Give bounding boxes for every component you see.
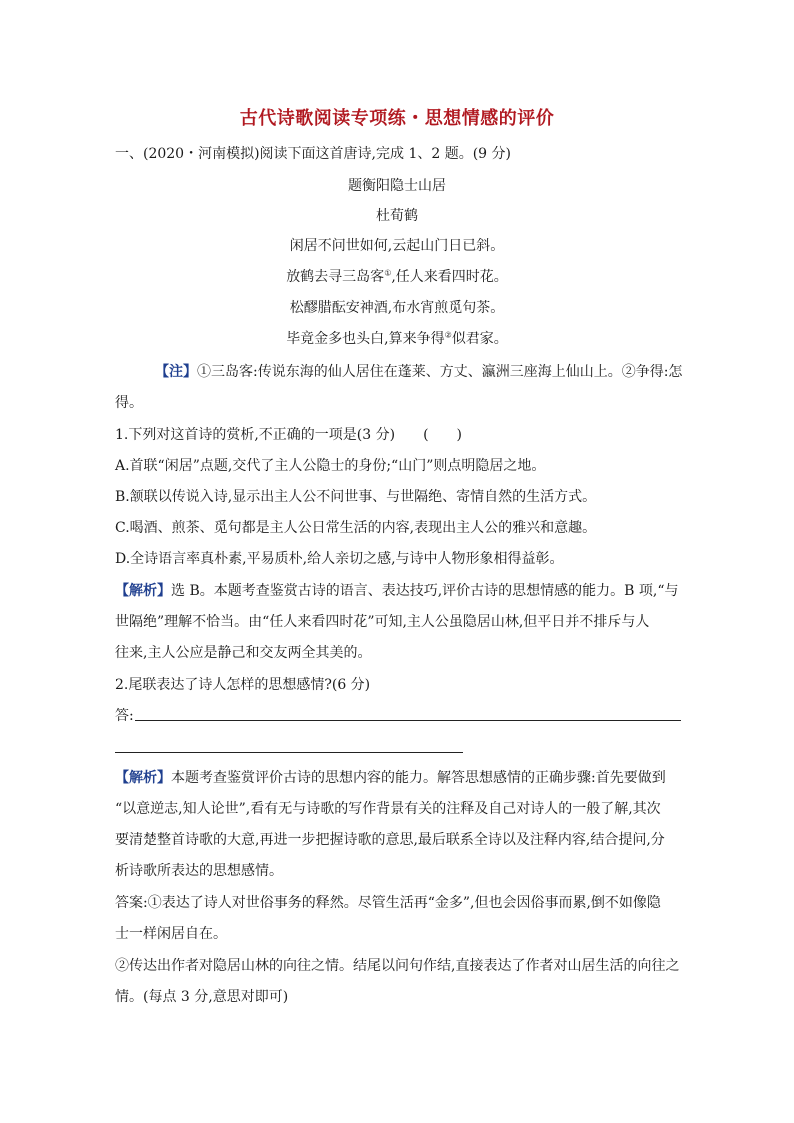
analysis-2-line-4: 析诗歌所表达的思想感情。 xyxy=(115,863,283,879)
poem-line-2-a: 放鹤去寻三岛客 xyxy=(286,269,385,285)
poem-author: 杜荀鹤 xyxy=(376,208,418,224)
question-1-option-b: B.颔联以传说入诗,显示出主人公不问世事、与世隔绝、寄情自然的生活方式。 xyxy=(115,489,597,505)
analysis-1-tag: 【解析】 xyxy=(115,583,171,599)
answer-label: 答: xyxy=(115,708,134,724)
note-line-2: 得。 xyxy=(115,395,143,411)
note-line-1 xyxy=(155,362,682,382)
analysis-2-tag: 【解析】 xyxy=(115,770,171,786)
analysis-1-line-2: 世隔绝”理解不恰当。由“任人来看四时花”可知,主人公虽隐居山林,但平日并不排斥与人 xyxy=(115,614,650,630)
poem-line-4-b: 似君家。 xyxy=(451,331,508,347)
question-2-stem: 2.尾联表达了诗人怎样的思想感情?(6 分) xyxy=(115,677,371,693)
answer-line-2[interactable] xyxy=(115,752,463,753)
poem-line-4 xyxy=(0,329,794,349)
poem-line-2-b: ,任人来看四时花。 xyxy=(391,269,508,285)
footnote-marker-2: ② xyxy=(444,330,452,340)
footnote-marker-1: ① xyxy=(384,268,392,278)
question-1-option-d: D.全诗语言率真朴素,平易质朴,给人亲切之感,与诗中人物形象相得益彰。 xyxy=(115,551,564,567)
analysis-2-line-3: 要清楚整首诗歌的大意,再进一步把握诗歌的意思,最后联系全诗以及注释内容,结合提问,分 xyxy=(115,832,665,848)
poem-line-4-a: 毕竟金多也头白,算来争得 xyxy=(286,331,445,347)
analysis-1-line-3: 往来,主人公应是静己和交友两全其美的。 xyxy=(115,645,372,661)
question-1-option-c: C.喝酒、煎茶、觅句都是主人公日常生活的内容,表现出主人公的雅兴和意趣。 xyxy=(115,520,597,536)
answer-text-4: 情。(每点 3 分,意思对即可) xyxy=(115,989,289,1005)
question-1-stem: 1.下列对这首诗的赏析,不正确的一项是(3 分) ( ) xyxy=(115,427,463,443)
poem-line-3: 松醪腊酝安神酒,布水宵煎觅句茶。 xyxy=(289,300,505,316)
analysis-1-line-1 xyxy=(115,581,679,601)
document-title: 古代诗歌阅读专项练・思想情感的评价 xyxy=(239,108,555,129)
answer-line-1[interactable] xyxy=(135,720,681,721)
analysis-2-text-1: 本题考查鉴赏评价古诗的思想内容的能力。解答思想感情的正确步骤:首先要做到 xyxy=(171,770,666,786)
analysis-2-line-1 xyxy=(115,768,666,788)
poem-line-1: 闲居不问世如何,云起山门日已斜。 xyxy=(289,238,505,254)
answer-text-2: 士一样闲居自在。 xyxy=(115,926,227,942)
question-1-option-a: A.首联“闲居”点题,交代了主人公隐士的身份;“山门”则点明隐居之地。 xyxy=(115,458,546,474)
poem-title: 题衡阳隐士山居 xyxy=(348,178,446,194)
note-text-1: ①三岛客:传说东海的仙人居住在蓬莱、方丈、瀛洲三座海上仙山上。②争得:怎 xyxy=(197,364,683,380)
analysis-1-text-1: 选 B。本题考查鉴赏古诗的语言、表达技巧,评价古诗的思想情感的能力。B 项,“与 xyxy=(171,583,679,599)
answer-text-1: 答案:①表达了诗人对世俗事务的释然。尽管生活再“金多”,但也会因俗事而累,倒不如像隐 xyxy=(115,895,661,911)
analysis-2-line-2: “以意逆志,知人论世”,看有无与诗歌的写作背景有关的注释及自己对诗人的一般了解,其次 xyxy=(115,801,661,817)
poem-line-2 xyxy=(0,267,794,287)
note-tag: 【注】 xyxy=(155,364,197,380)
section-intro: 一、(2020・河南模拟)阅读下面这首唐诗,完成 1、2 题。(9 分) xyxy=(115,146,511,162)
answer-text-3: ②传达出作者对隐居山林的向往之情。结尾以问句作结,直接表达了作者对山居生活的向往之 xyxy=(115,958,680,974)
